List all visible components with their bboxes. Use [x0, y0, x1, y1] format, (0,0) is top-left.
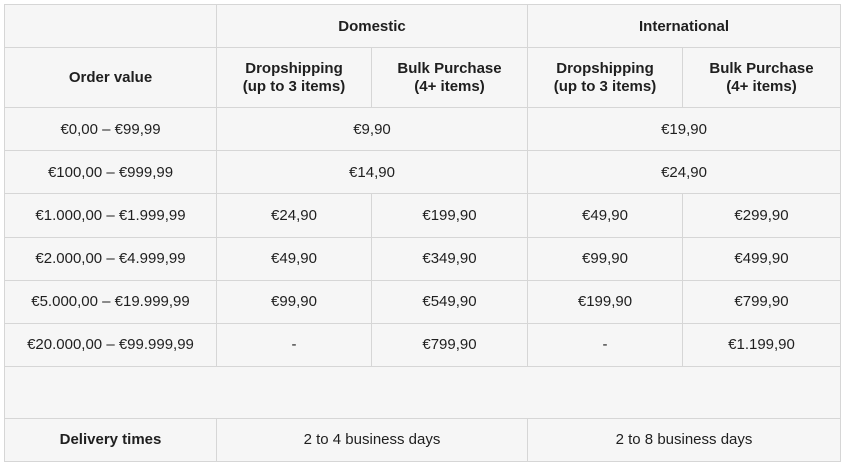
domestic-dropshipping-cell: -	[217, 323, 372, 366]
header-dropshipping-label: Dropshipping	[556, 59, 654, 77]
table-row	[5, 194, 841, 237]
order-range-cell: €20.000,00 – €99.999,99	[5, 323, 217, 366]
order-range-cell: €100,00 – €999,99	[5, 151, 217, 194]
international-bulk-cell: €499,90	[683, 237, 841, 280]
domestic-bulk-cell: €549,90	[372, 280, 528, 323]
header-international-dropshipping	[528, 48, 683, 108]
international-bulk-cell: €799,90	[683, 280, 841, 323]
header-empty-cell	[5, 5, 217, 48]
spacer-cell	[5, 366, 841, 418]
header-international: International	[528, 5, 841, 48]
international-dropshipping-cell: €199,90	[528, 280, 683, 323]
domestic-delivery-cell: 2 to 4 business days	[217, 418, 528, 461]
order-range-cell: €2.000,00 – €4.999,99	[5, 237, 217, 280]
header-dropshipping-sub: (up to 3 items)	[553, 77, 657, 95]
header-dropshipping-sub: (up to 3 items)	[242, 77, 346, 95]
order-range-cell: €1.000,00 – €1.999,99	[5, 194, 217, 237]
table-row	[5, 151, 841, 194]
header-bulk-sub: (4+ items)	[726, 77, 797, 95]
international-delivery-cell: 2 to 8 business days	[528, 418, 841, 461]
header-bulk-label: Bulk Purchase	[709, 59, 814, 77]
table-row	[5, 237, 841, 280]
header-row-regions	[5, 5, 841, 48]
spacer-row	[5, 366, 841, 418]
header-international-bulk	[683, 48, 841, 108]
header-bulk-sub: (4+ items)	[414, 77, 485, 95]
order-range-cell: €5.000,00 – €19.999,99	[5, 280, 217, 323]
table-row	[5, 323, 841, 366]
domestic-price-cell: €14,90	[217, 151, 528, 194]
domestic-dropshipping-cell: €99,90	[217, 280, 372, 323]
delivery-times-row	[5, 418, 841, 461]
table-row	[5, 280, 841, 323]
domestic-bulk-cell: €349,90	[372, 237, 528, 280]
header-dropshipping-label: Dropshipping	[245, 59, 343, 77]
domestic-bulk-cell: €799,90	[372, 323, 528, 366]
international-price-cell: €24,90	[528, 151, 841, 194]
domestic-dropshipping-cell: €24,90	[217, 194, 372, 237]
international-bulk-cell: €1.199,90	[683, 323, 841, 366]
international-dropshipping-cell: €49,90	[528, 194, 683, 237]
header-row-types	[5, 48, 841, 108]
international-bulk-cell: €299,90	[683, 194, 841, 237]
header-domestic: Domestic	[217, 5, 528, 48]
domestic-price-cell: €9,90	[217, 108, 528, 151]
international-dropshipping-cell: €99,90	[528, 237, 683, 280]
shipping-rates-table-container	[4, 4, 840, 462]
domestic-dropshipping-cell: €49,90	[217, 237, 372, 280]
order-range-cell: €0,00 – €99,99	[5, 108, 217, 151]
domestic-bulk-cell: €199,90	[372, 194, 528, 237]
header-domestic-dropshipping	[217, 48, 372, 108]
international-price-cell: €19,90	[528, 108, 841, 151]
delivery-times-label: Delivery times	[5, 418, 217, 461]
table-row	[5, 108, 841, 151]
header-order-value: Order value	[5, 48, 217, 108]
international-dropshipping-cell: -	[528, 323, 683, 366]
header-domestic-bulk	[372, 48, 528, 108]
header-bulk-label: Bulk Purchase	[397, 59, 502, 77]
shipping-rates-table	[4, 4, 841, 462]
